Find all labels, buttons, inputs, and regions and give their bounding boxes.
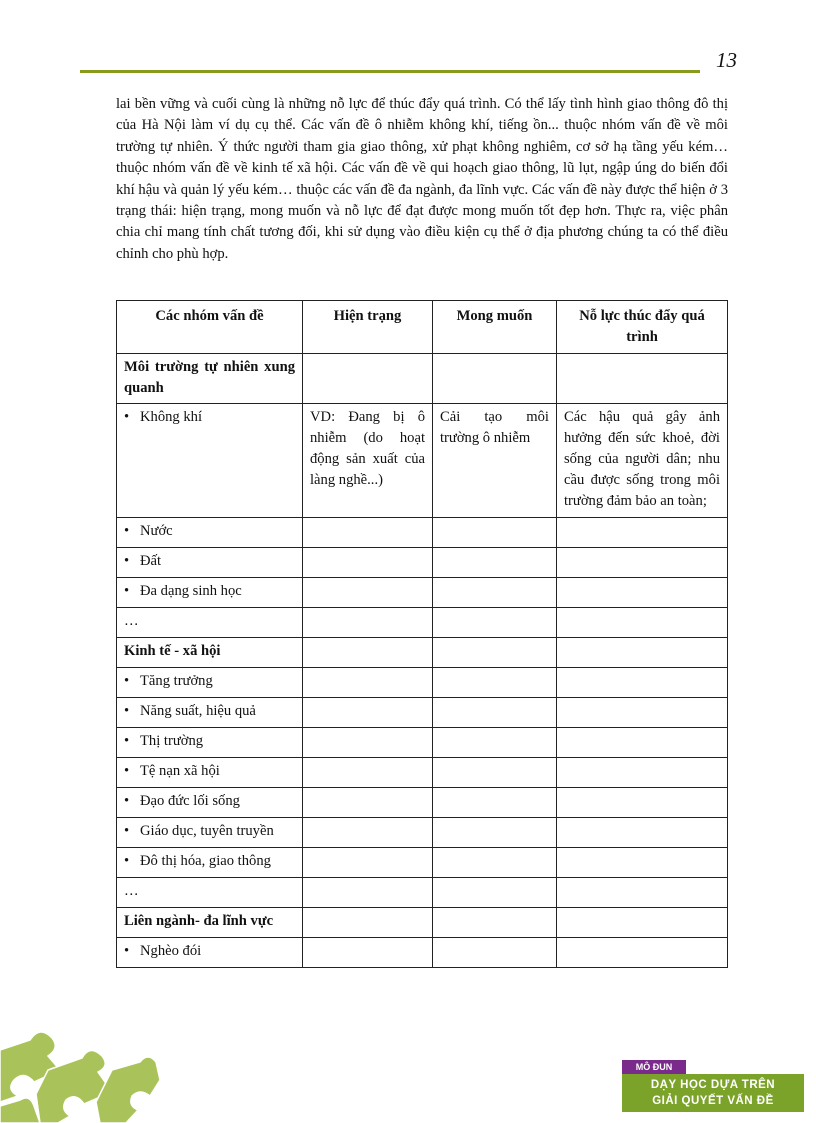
air-effort: Các hậu quả gây ảnh hưởng đến sức khoẻ, đời sống của người dân; nhu cầu được sống trong môi trường đảm bảo an toàn; <box>557 404 728 518</box>
row-label: • Đạo đức lối sống <box>117 788 303 818</box>
table-row <box>117 818 728 848</box>
header-effort: Nỗ lực thúc đẩy quá trình <box>557 301 728 354</box>
table-row <box>117 848 728 878</box>
table-row <box>117 758 728 788</box>
badge-title <box>622 1074 804 1112</box>
row-label: • Năng suất, hiệu quả <box>117 698 303 728</box>
puzzle-piece-icon <box>96 1057 160 1123</box>
intro-paragraph: lai bền vững và cuối cùng là những nỗ lực để thúc đẩy quá trình. Có thể lấy tình hình giao thông đô thị của Hà Nội làm ví dụ cụ thể. Các vấn đề ô nhiễm không khí, tiếng ồn... thuộc nhóm vấn đề về môi trường tự nhiên. Ý thức người tham gia giao thông, xử phạt không nghiêm, cơ sở hạ tầng yếu kém… thuộc nhóm vấn đề về kinh tế xã hội. Các vấn đề về qui hoạch giao thông, lũ lụt, ngập úng do biến đổi khí hậu và quản lý yếu kém… thuộc các vấn đề đa ngành, đa lĩnh vực. Các vấn đề này được thể hiện ở 3 trạng thái: hiện trạng, mong muốn và nỗ lực để đạt được mong muốn tốt đẹp hơn. Thực ra, việc phân chia chỉ mang tính chất tương đối, khi sử dụng vào điều kiện cụ thể ở địa phương chúng ta có thể điều chỉnh cho phù hợp. <box>116 96 728 262</box>
table-row <box>117 938 728 968</box>
table-row <box>117 668 728 698</box>
row-label: • Đa dạng sinh học <box>117 578 303 608</box>
table-row <box>117 548 728 578</box>
header-desire: Mong muốn <box>433 301 557 354</box>
row-label: • Đô thị hóa, giao thông <box>117 848 303 878</box>
table-row <box>117 728 728 758</box>
group-label: Kinh tế - xã hội <box>117 638 303 668</box>
air-status: VD: Đang bị ô nhiễm (do hoạt động sản xuất của làng nghề...) <box>303 404 433 518</box>
row-label-air: • Không khí <box>117 404 303 518</box>
group-row-environment <box>117 354 728 404</box>
table-row <box>117 698 728 728</box>
table-row <box>117 578 728 608</box>
row-label: • Tệ nạn xã hội <box>117 758 303 788</box>
row-label: • Đất <box>117 548 303 578</box>
header-groups: Các nhóm vấn đề <box>117 301 303 354</box>
table-row <box>117 518 728 548</box>
module-badge <box>622 1060 804 1112</box>
table-row <box>117 608 728 638</box>
badge-line-1: DẠY HỌC DỰA TRÊN <box>650 1079 776 1091</box>
air-desire: Cải tạo môi trường ô nhiễm <box>433 404 557 518</box>
header-status: Hiện trạng <box>303 301 433 354</box>
row-label: • Nghèo đói <box>117 938 303 968</box>
group-label: Liên ngành- đa lĩnh vực <box>117 908 303 938</box>
table-row <box>117 788 728 818</box>
group-label: Môi trường tự nhiên xung quanh <box>117 354 303 404</box>
ellipsis-cell: … <box>117 878 303 908</box>
table-header-row <box>117 301 728 354</box>
header-rule <box>80 70 700 73</box>
puzzle-decoration <box>0 1010 160 1123</box>
row-label: • Thị trường <box>117 728 303 758</box>
issues-table <box>116 300 728 968</box>
table-row <box>117 878 728 908</box>
row-label: • Tăng trưởng <box>117 668 303 698</box>
ellipsis-cell: … <box>117 608 303 638</box>
badge-line-2: GIẢI QUYẾT VẤN ĐỀ <box>652 1095 774 1107</box>
page-number: 13 <box>716 48 737 72</box>
group-row-cross <box>117 908 728 938</box>
table-row-air <box>117 404 728 518</box>
group-row-socio <box>117 638 728 668</box>
row-label: • Nước <box>117 518 303 548</box>
puzzle-piece-icon <box>0 1098 40 1123</box>
row-label: • Giáo dục, tuyên truyền <box>117 818 303 848</box>
badge-tag: MÔ ĐUN <box>622 1060 686 1074</box>
